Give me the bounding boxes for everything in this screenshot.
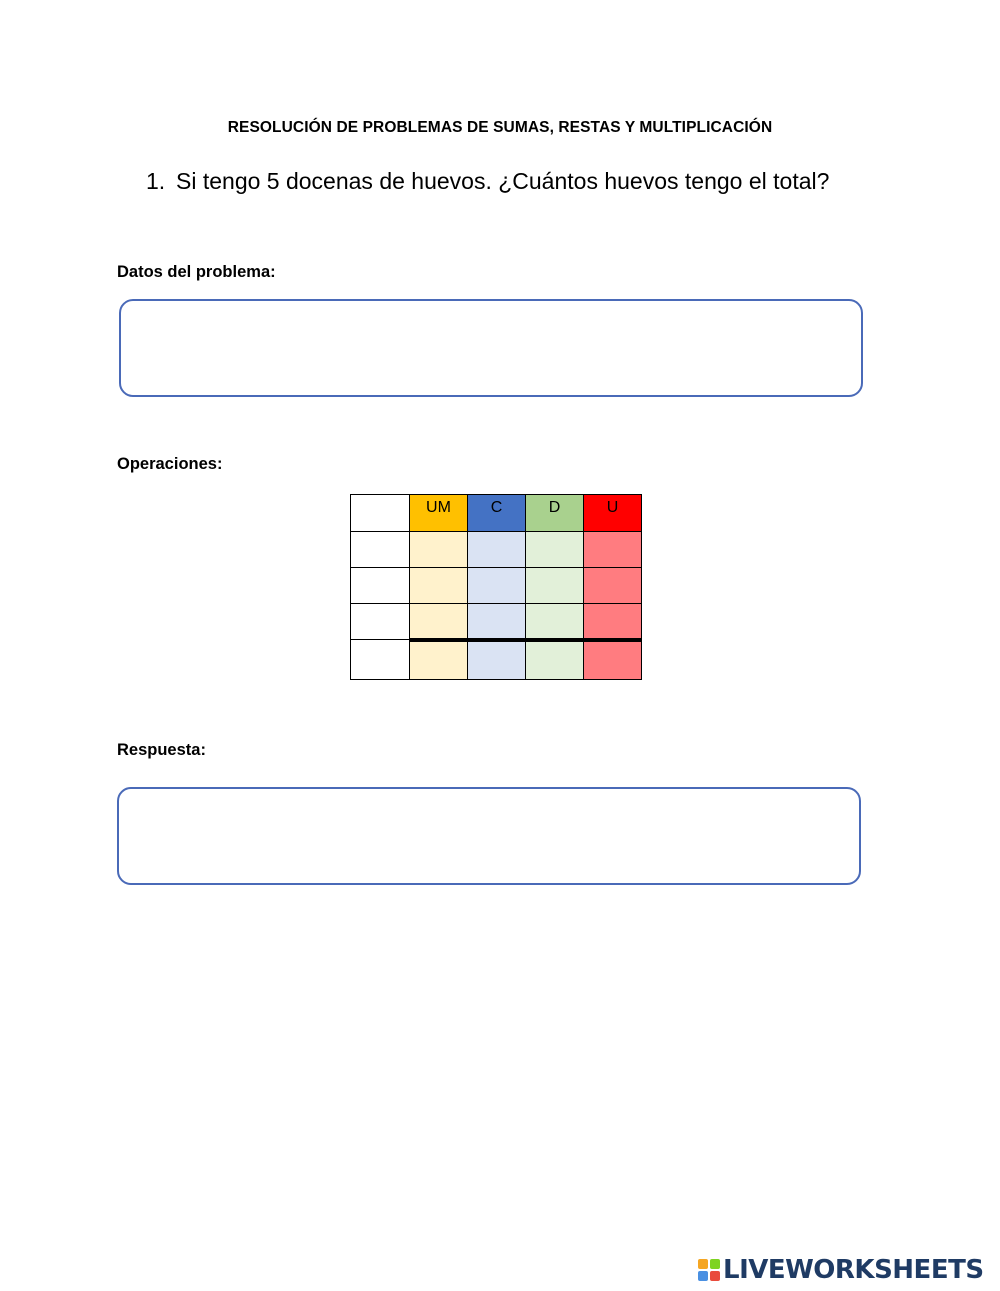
datos-label: Datos del problema: bbox=[117, 263, 276, 281]
sign-cell[interactable] bbox=[351, 604, 410, 640]
c-input[interactable] bbox=[468, 568, 525, 603]
place-value-table bbox=[350, 494, 642, 680]
sign-input[interactable] bbox=[351, 532, 409, 567]
sign-input[interactable] bbox=[351, 640, 409, 679]
um-input[interactable] bbox=[410, 568, 467, 603]
um-cell[interactable] bbox=[410, 568, 468, 604]
table-row bbox=[351, 604, 642, 640]
table-row bbox=[351, 532, 642, 568]
header-um: UM bbox=[410, 495, 468, 532]
u-input[interactable] bbox=[584, 568, 641, 603]
c-input[interactable] bbox=[468, 642, 525, 680]
c-cell[interactable] bbox=[468, 640, 526, 680]
worksheet-title: RESOLUCIÓN DE PROBLEMAS DE SUMAS, RESTAS Y MULTIPLICACIÓN bbox=[227, 119, 773, 136]
respuesta-input[interactable] bbox=[119, 789, 859, 883]
d-input[interactable] bbox=[526, 568, 583, 603]
u-input[interactable] bbox=[584, 642, 641, 680]
table-row-result bbox=[351, 640, 642, 680]
sign-input[interactable] bbox=[351, 568, 409, 603]
question-text: Si tengo 5 docenas de huevos. ¿Cuántos huevos tengo el total? bbox=[176, 168, 830, 194]
liveworksheets-logo bbox=[697, 1256, 984, 1284]
sign-input[interactable] bbox=[351, 604, 409, 639]
c-cell[interactable] bbox=[468, 532, 526, 568]
d-cell[interactable] bbox=[526, 604, 584, 640]
u-cell[interactable] bbox=[584, 604, 642, 640]
place-value-header-row bbox=[351, 495, 642, 532]
c-cell[interactable] bbox=[468, 604, 526, 640]
sign-cell[interactable] bbox=[351, 640, 410, 680]
u-cell[interactable] bbox=[584, 568, 642, 604]
header-d: D bbox=[526, 495, 584, 532]
datos-input[interactable] bbox=[121, 301, 861, 395]
logo-text: LIVEWORKSHEETS bbox=[723, 1255, 984, 1285]
d-cell[interactable] bbox=[526, 640, 584, 680]
respuesta-box[interactable] bbox=[117, 787, 861, 885]
datos-box[interactable] bbox=[119, 299, 863, 397]
um-input[interactable] bbox=[410, 532, 467, 567]
header-blank-cell bbox=[351, 495, 410, 532]
sign-cell[interactable] bbox=[351, 532, 410, 568]
d-input[interactable] bbox=[526, 604, 583, 638]
c-input[interactable] bbox=[468, 604, 525, 638]
d-cell[interactable] bbox=[526, 532, 584, 568]
respuesta-label: Respuesta: bbox=[117, 741, 206, 759]
c-cell[interactable] bbox=[468, 568, 526, 604]
um-cell[interactable] bbox=[410, 604, 468, 640]
u-input[interactable] bbox=[584, 604, 641, 638]
um-input[interactable] bbox=[410, 604, 467, 638]
liveworksheets-logo-icon bbox=[697, 1258, 721, 1282]
u-cell[interactable] bbox=[584, 532, 642, 568]
d-cell[interactable] bbox=[526, 568, 584, 604]
d-input[interactable] bbox=[526, 532, 583, 567]
d-input[interactable] bbox=[526, 642, 583, 680]
question-number: 1. bbox=[146, 168, 166, 194]
operaciones-label: Operaciones: bbox=[117, 455, 223, 473]
um-cell[interactable] bbox=[410, 640, 468, 680]
table-row bbox=[351, 568, 642, 604]
u-input[interactable] bbox=[584, 532, 641, 567]
u-cell[interactable] bbox=[584, 640, 642, 680]
question-1 bbox=[146, 168, 829, 195]
header-u: U bbox=[584, 495, 642, 532]
um-cell[interactable] bbox=[410, 532, 468, 568]
sign-cell[interactable] bbox=[351, 568, 410, 604]
um-input[interactable] bbox=[410, 642, 467, 680]
header-c: C bbox=[468, 495, 526, 532]
c-input[interactable] bbox=[468, 532, 525, 567]
